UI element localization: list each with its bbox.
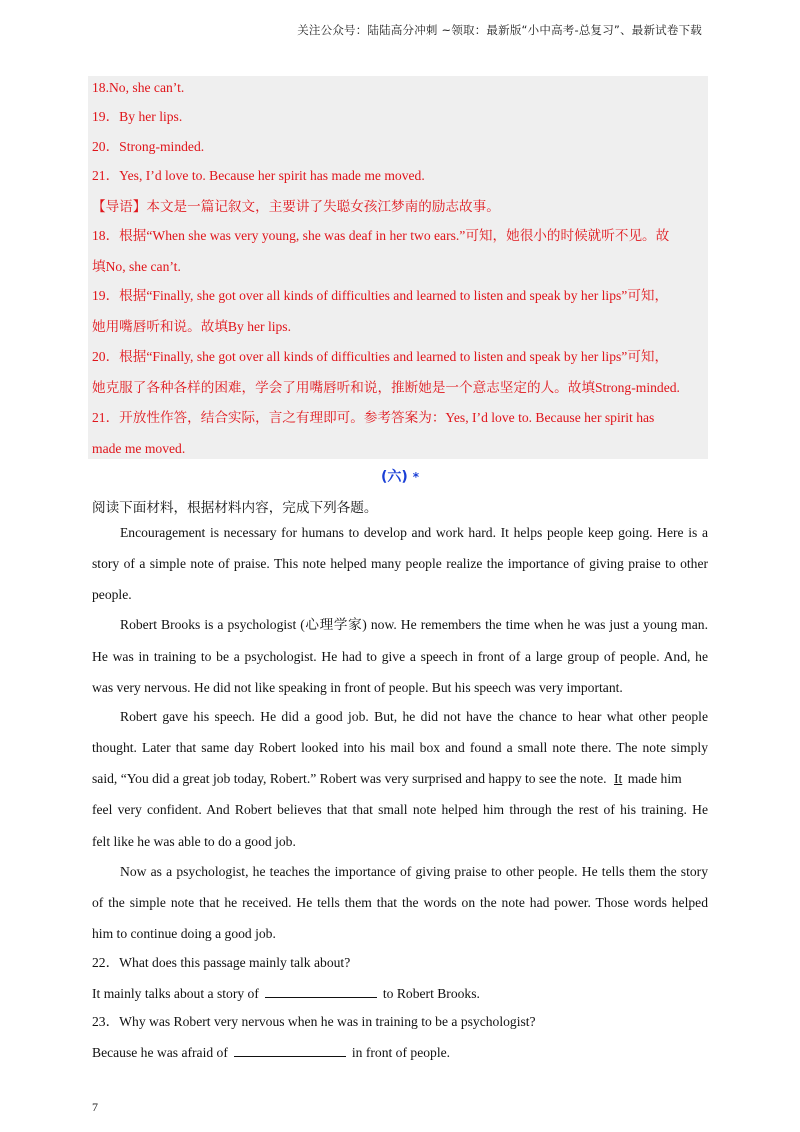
passage-text: made him — [627, 771, 682, 786]
answer-explanation-line: 19．根据“Finally, she got over all kinds of difficulties and learned to listen and speak by her lips”可知， — [92, 288, 669, 303]
answer-line: 18.No, she can’t. — [92, 80, 185, 95]
answer-explanation-line: 20．根据“Finally, she got over all kinds of difficulties and learned to listen and speak by her lips”可知， — [92, 349, 669, 364]
passage-line: of the simple note that he received. He tells them that the words on the note had power. Those words helped — [92, 895, 708, 910]
answer-explanation-line: 她克服了各种各样的困难，学会了用嘴唇听和说，推断她是一个意志坚定的人。故填Strong-minded. — [92, 380, 680, 395]
passage-line: He was in training to be a psychologist. He had to give a speech in front of a large group of people. And, he — [92, 649, 708, 664]
answer-explanation-line: 填No, she can’t. — [92, 259, 181, 274]
page-number: 7 — [92, 1100, 98, 1114]
passage-line — [92, 771, 708, 787]
answer-line-22 — [92, 985, 480, 1002]
section-title — [0, 466, 800, 486]
answer-prefix: It mainly talks about a story of — [92, 986, 259, 1001]
underlined-word: It — [613, 771, 623, 786]
answer-explanation-line: 她用嘴唇听和说。故填By her lips. — [92, 319, 291, 334]
answer-line: 20．Strong-minded. — [92, 139, 205, 154]
answer-line-23 — [92, 1044, 450, 1061]
passage-line: him to continue doing a good job. — [92, 926, 276, 941]
passage-line: Robert gave his speech. He did a good job. But, he did not have the chance to hear what other people — [120, 709, 708, 724]
passage-line: story of a simple note of praise. This note helped many people realize the importance of giving praise to other — [92, 556, 708, 571]
passage-line: feel very confident. And Robert believes that that small note helped him through the rest of his training. He — [92, 802, 708, 817]
passage-line: Now as a psychologist, he teaches the importance of giving praise to other people. He tells them the story — [120, 864, 708, 879]
answer-blank-22[interactable] — [265, 985, 377, 998]
passage-line: people. — [92, 587, 132, 602]
passage-text: said, “You did a great job today, Robert.” Robert was very surprised and happy to see the note. — [92, 771, 607, 786]
guide-line: 【导语】本文是一篇记叙文，主要讲了失聪女孩江梦南的励志故事。 — [92, 199, 500, 214]
answer-blank-23[interactable] — [234, 1044, 346, 1057]
passage-line: Encouragement is necessary for humans to develop and work hard. It helps people keep going. Here is a — [120, 525, 708, 540]
answer-suffix: in front of people. — [351, 1045, 451, 1060]
header-note: 关注公众号：陆陆高分冲刺 ~领取：最新版“小中高考-总复习”、最新试卷下载 — [297, 23, 702, 37]
answer-box — [88, 76, 708, 459]
answer-explanation-line: 18．根据“When she was very young, she was deaf in her two ears.”可知，她很小的时候就听不见。故 — [92, 228, 670, 243]
passage-line: thought. Later that same day Robert looked into his mail box and found a small note there. The note simply — [92, 740, 708, 755]
question-22: 22．What does this passage mainly talk about? — [92, 955, 351, 970]
answer-line: 19．By her lips. — [92, 109, 183, 124]
instruction: 阅读下面材料，根据材料内容，完成下列各题。 — [92, 500, 378, 515]
answer-prefix: Because he was afraid of — [92, 1045, 228, 1060]
answer-explanation-line: made me moved. — [92, 441, 186, 456]
question-23: 23．Why was Robert very nervous when he was in training to be a psychologist? — [92, 1014, 536, 1029]
section-title-text: (六) — [381, 469, 408, 485]
answer-suffix: to Robert Brooks. — [382, 986, 480, 1001]
star-icon: * — [412, 470, 419, 484]
answer-line: 21．Yes, I’d love to. Because her spirit has made me moved. — [92, 168, 425, 183]
answer-explanation-line: 21．开放性作答，结合实际，言之有理即可。参考答案为：Yes, I’d love to. Because her spirit has — [92, 410, 655, 425]
passage-line: felt like he was able to do a good job. — [92, 834, 296, 849]
passage-line: Robert Brooks is a psychologist (心理学家) now. He remembers the time when he was just a young man. — [120, 617, 708, 632]
passage-line: was very nervous. He did not like speaking in front of people. But his speech was very important. — [92, 680, 623, 695]
